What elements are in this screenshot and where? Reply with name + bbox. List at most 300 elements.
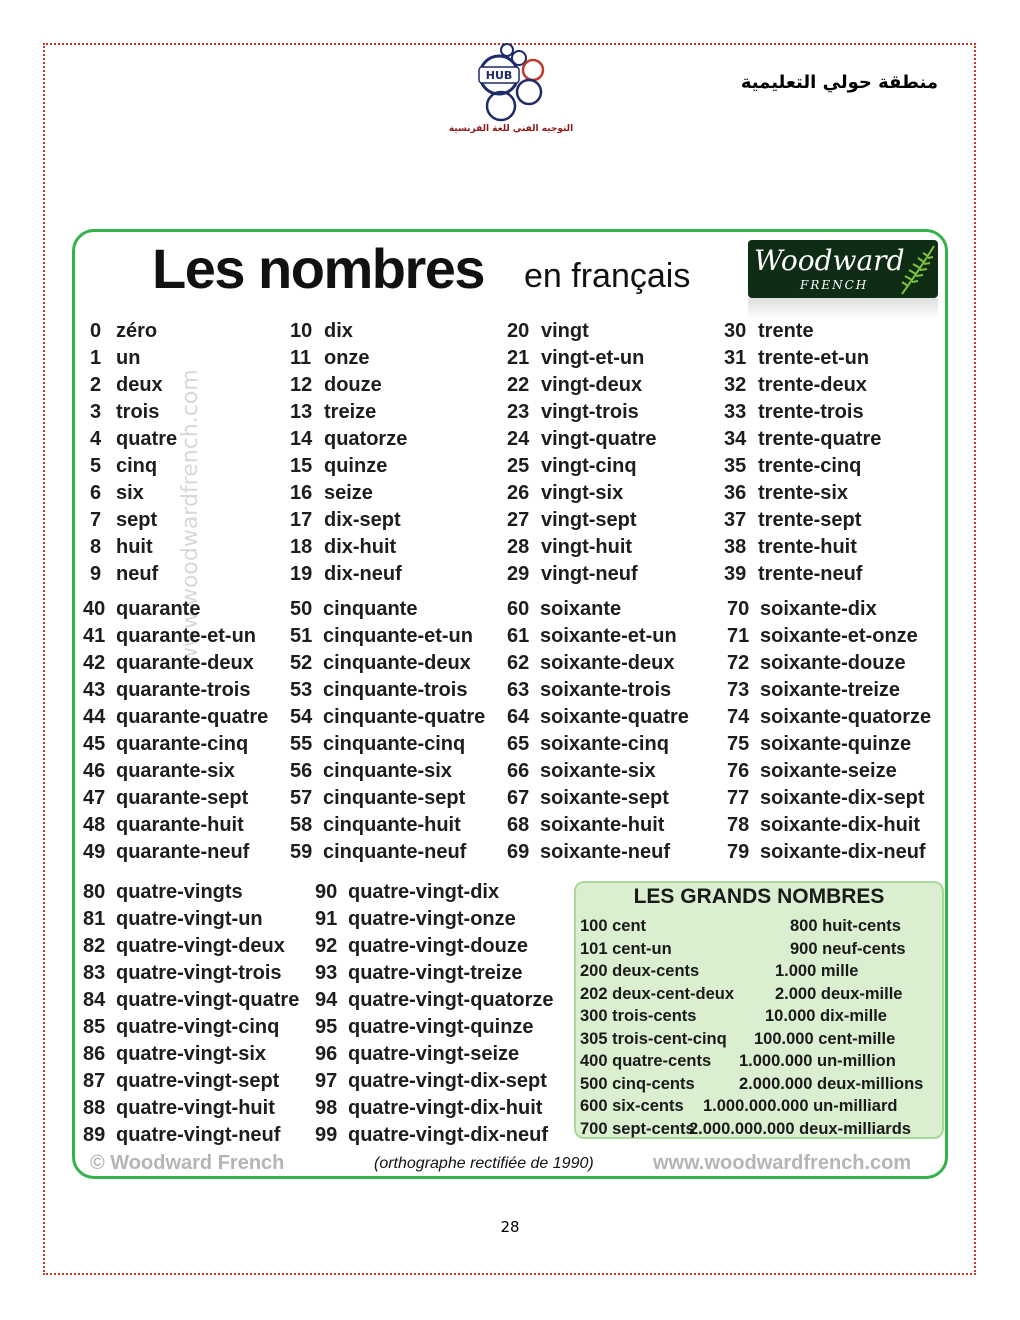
- number-word: quarante-cinq: [116, 733, 249, 755]
- number-row: [90, 320, 177, 347]
- number-digits: 14: [290, 428, 313, 450]
- number-row: [290, 374, 407, 401]
- number-digits: 74: [727, 706, 750, 728]
- number-row: [315, 1016, 554, 1043]
- number-digits: 1: [90, 347, 102, 369]
- number-word: quarante-six: [116, 760, 235, 782]
- number-word: cinquante-cinq: [323, 733, 466, 755]
- column-0-9: [90, 320, 177, 590]
- number-word: quatre-vingt-un: [116, 908, 263, 930]
- number-word: quatre-vingt-treize: [348, 962, 523, 984]
- number-digits: 67: [507, 787, 530, 809]
- number-word: quatorze: [324, 428, 408, 450]
- number-digits: 40: [83, 598, 106, 620]
- number-row: [290, 482, 407, 509]
- big-numbers-title: LES GRANDS NOMBRES: [633, 885, 885, 908]
- page-number: 28: [500, 1218, 520, 1236]
- number-row: [83, 841, 268, 868]
- number-row: [83, 625, 268, 652]
- number-row: [290, 428, 407, 455]
- number-digits: 47: [83, 787, 106, 809]
- number-row: [724, 347, 881, 374]
- number-row: [290, 563, 407, 590]
- number-row: [315, 989, 554, 1016]
- number-row: [724, 563, 881, 590]
- number-word: trente-quatre: [758, 428, 882, 450]
- number-row: [315, 1070, 554, 1097]
- number-digits: 59: [290, 841, 313, 863]
- number-digits: 32: [724, 374, 747, 396]
- number-row: [83, 1070, 299, 1097]
- number-digits: 77: [727, 787, 750, 809]
- number-word: quarante: [116, 598, 201, 620]
- number-word: quarante-trois: [116, 679, 251, 701]
- woodward-brand-logo: [748, 240, 938, 298]
- number-digits: 51: [290, 625, 313, 647]
- number-word: quatre-vingt-douze: [348, 935, 528, 957]
- number-word: cinquante-trois: [323, 679, 468, 701]
- number-digits: 41: [83, 625, 106, 647]
- number-digits: 55: [290, 733, 313, 755]
- number-word: quatre-vingts: [116, 881, 243, 903]
- number-digits: 38: [724, 536, 747, 558]
- number-digits: 58: [290, 814, 313, 836]
- column-80-89: [83, 881, 299, 1151]
- number-row: [290, 679, 485, 706]
- number-digits: 37: [724, 509, 747, 531]
- number-row: [290, 320, 407, 347]
- number-row: [90, 455, 177, 482]
- number-row: [315, 1124, 554, 1151]
- number-word: soixante-dix: [760, 598, 877, 620]
- number-digits: 68: [507, 814, 530, 836]
- number-row: [290, 347, 407, 374]
- number-row: [83, 679, 268, 706]
- number-digits: 13: [290, 401, 313, 423]
- big-number-left-row: 101 cent-un: [580, 939, 672, 958]
- big-number-left-row: 400 quatre-cents: [580, 1052, 712, 1070]
- column-30-39: [724, 320, 881, 590]
- number-row: [83, 760, 268, 787]
- number-digits: 31: [724, 347, 747, 369]
- column-40-49: [83, 598, 268, 868]
- number-word: soixante-douze: [760, 652, 906, 674]
- number-word: vingt-six: [541, 482, 624, 504]
- number-word: cinquante-six: [323, 760, 452, 782]
- number-word: quatre-vingt-onze: [348, 908, 516, 930]
- number-word: vingt-huit: [541, 536, 633, 558]
- number-row: [724, 374, 881, 401]
- number-digits: 26: [507, 482, 530, 504]
- number-row: [290, 652, 485, 679]
- number-row: [83, 962, 299, 989]
- number-word: vingt-neuf: [541, 563, 638, 585]
- number-row: [727, 679, 931, 706]
- big-number-right-row: 1.000 mille: [775, 962, 859, 980]
- number-word: quarante-quatre: [116, 706, 269, 728]
- number-word: quarante-sept: [116, 787, 249, 809]
- number-row: [724, 509, 881, 536]
- number-digits: 35: [724, 455, 747, 477]
- number-digits: 42: [83, 652, 106, 674]
- number-row: [507, 374, 657, 401]
- number-word: soixante-quatre: [540, 706, 689, 728]
- number-row: [727, 706, 931, 733]
- big-number-right-row: 1.000.000 un-million: [739, 1052, 896, 1070]
- number-digits: 36: [724, 482, 747, 504]
- logo-text: HUB: [485, 69, 513, 82]
- number-row: [727, 733, 931, 760]
- number-digits: 63: [507, 679, 530, 701]
- number-word: vingt-quatre: [541, 428, 657, 450]
- number-row: [507, 787, 689, 814]
- big-number-right-row: 100.000 cent-mille: [754, 1029, 896, 1048]
- number-word: soixante-deux: [540, 652, 675, 674]
- big-number-left-row: 200 deux-cents: [580, 962, 700, 980]
- number-digits: 64: [507, 706, 530, 728]
- number-row: [83, 598, 268, 625]
- number-digits: 45: [83, 733, 106, 755]
- card-title: Les nombres: [152, 237, 485, 300]
- number-word: onze: [324, 347, 370, 369]
- number-word: sept: [116, 509, 158, 531]
- number-row: [290, 814, 485, 841]
- number-row: [315, 881, 554, 908]
- number-digits: 17: [290, 509, 313, 531]
- number-digits: 3: [90, 401, 102, 423]
- number-row: [507, 814, 689, 841]
- number-digits: 84: [83, 989, 106, 1011]
- number-digits: 12: [290, 374, 313, 396]
- number-word: soixante-neuf: [540, 841, 671, 863]
- big-number-right-row: 2.000 deux-mille: [775, 984, 903, 1003]
- number-row: [90, 401, 177, 428]
- number-digits: 9: [90, 563, 102, 585]
- number-word: quatre-vingt-seize: [348, 1043, 520, 1065]
- number-row: [90, 347, 177, 374]
- number-word: trente-six: [758, 482, 849, 504]
- number-word: quinze: [324, 455, 388, 477]
- big-number-left-row: 300 trois-cents: [580, 1007, 697, 1025]
- number-word: cinquante-huit: [323, 814, 461, 836]
- number-row: [724, 482, 881, 509]
- number-word: dix-neuf: [324, 563, 402, 585]
- region-title: منطقة حولي التعليمية: [740, 72, 938, 93]
- number-digits: 4: [90, 428, 102, 450]
- big-number-left-row: 500 cinq-cents: [580, 1074, 695, 1093]
- number-digits: 44: [83, 706, 106, 728]
- number-digits: 71: [727, 625, 750, 647]
- number-row: [507, 841, 689, 868]
- number-digits: 53: [290, 679, 313, 701]
- number-digits: 8: [90, 536, 102, 558]
- number-row: [507, 509, 657, 536]
- number-word: soixante-et-un: [540, 625, 677, 647]
- number-row: [507, 455, 657, 482]
- number-word: cinquante-neuf: [323, 841, 467, 863]
- number-row: [83, 652, 268, 679]
- number-word: quarante-deux: [116, 652, 254, 674]
- number-digits: 39: [724, 563, 747, 585]
- number-digits: 92: [315, 935, 338, 957]
- number-row: [90, 482, 177, 509]
- number-digits: 93: [315, 962, 338, 984]
- number-word: quatre-vingt-six: [116, 1043, 267, 1065]
- number-word: quatre-vingt-quinze: [348, 1016, 534, 1038]
- number-row: [507, 428, 657, 455]
- number-digits: 80: [83, 881, 106, 903]
- number-row: [727, 814, 931, 841]
- column-60-69: [507, 598, 689, 868]
- number-digits: 18: [290, 536, 313, 558]
- number-digits: 94: [315, 989, 338, 1011]
- number-digits: 65: [507, 733, 530, 755]
- number-row: [727, 598, 931, 625]
- number-word: quatre-vingt-trois: [116, 962, 282, 984]
- number-digits: 61: [507, 625, 530, 647]
- big-number-left-row: 700 sept-cents: [580, 1119, 695, 1138]
- number-row: [507, 347, 657, 374]
- number-word: quatre-vingt-neuf: [116, 1124, 281, 1146]
- number-digits: 15: [290, 455, 313, 477]
- number-word: cinquante-sept: [323, 787, 466, 809]
- number-row: [315, 1043, 554, 1070]
- number-row: [507, 320, 657, 347]
- number-digits: 54: [290, 706, 313, 728]
- number-digits: 46: [83, 760, 106, 782]
- number-digits: 95: [315, 1016, 338, 1038]
- number-word: douze: [324, 374, 382, 396]
- number-row: [290, 509, 407, 536]
- brand-name: Woodward: [754, 244, 905, 277]
- number-digits: 69: [507, 841, 530, 863]
- number-digits: 79: [727, 841, 750, 863]
- number-row: [290, 733, 485, 760]
- number-word: soixante-trois: [540, 679, 672, 701]
- number-row: [315, 1097, 554, 1124]
- number-word: zéro: [116, 320, 158, 342]
- number-digits: 88: [83, 1097, 106, 1119]
- big-number-right-row: 2.000.000 deux-millions: [739, 1074, 924, 1093]
- number-word: trente-et-un: [758, 347, 870, 369]
- number-row: [83, 881, 299, 908]
- number-row: [83, 1097, 299, 1124]
- number-row: [83, 787, 268, 814]
- number-row: [727, 787, 931, 814]
- number-row: [290, 401, 407, 428]
- card-subtitle: en français: [524, 257, 691, 295]
- number-word: quarante-et-un: [116, 625, 256, 647]
- number-row: [290, 598, 485, 625]
- brand-reflection: [748, 298, 938, 320]
- column-50-59: [290, 598, 485, 868]
- number-row: [290, 455, 407, 482]
- number-digits: 7: [90, 509, 102, 531]
- number-word: cinquante-quatre: [323, 706, 486, 728]
- number-word: cinquante-et-un: [323, 625, 473, 647]
- number-row: [507, 598, 689, 625]
- number-row: [290, 760, 485, 787]
- number-word: quatre: [116, 428, 178, 450]
- number-word: quatre-vingt-deux: [116, 935, 285, 957]
- number-row: [90, 374, 177, 401]
- number-digits: 83: [83, 962, 106, 984]
- number-digits: 62: [507, 652, 530, 674]
- number-word: soixante-quatorze: [760, 706, 932, 728]
- number-row: [724, 428, 881, 455]
- number-row: [507, 625, 689, 652]
- number-row: [290, 787, 485, 814]
- number-word: treize: [324, 401, 377, 423]
- number-word: trente-sept: [758, 509, 862, 531]
- number-digits: 21: [507, 347, 530, 369]
- big-number-right-row: 1.000.000.000 un-milliard: [703, 1097, 898, 1115]
- number-word: dix-huit: [324, 536, 397, 558]
- big-number-right-row: 2.000.000.000 deux-milliards: [689, 1119, 911, 1138]
- number-row: [727, 760, 931, 787]
- number-digits: 56: [290, 760, 313, 782]
- number-word: quatre-vingt-dix-neuf: [348, 1124, 548, 1146]
- number-word: trente: [758, 320, 814, 342]
- number-row: [727, 625, 931, 652]
- number-digits: 97: [315, 1070, 338, 1092]
- number-word: quatre-vingt-huit: [116, 1097, 275, 1119]
- number-row: [507, 733, 689, 760]
- number-row: [83, 814, 268, 841]
- column-90-99: [315, 881, 554, 1151]
- number-word: six: [116, 482, 144, 504]
- number-word: dix: [324, 320, 353, 342]
- number-word: quatre-vingt-sept: [116, 1070, 280, 1092]
- number-digits: 89: [83, 1124, 106, 1146]
- number-digits: 23: [507, 401, 530, 423]
- number-row: [83, 935, 299, 962]
- number-row: [507, 652, 689, 679]
- number-row: [507, 401, 657, 428]
- number-digits: 11: [290, 347, 312, 369]
- column-10-19: [290, 320, 407, 590]
- number-row: [90, 563, 177, 590]
- number-row: [507, 482, 657, 509]
- number-word: vingt-cinq: [541, 455, 637, 477]
- number-digits: 78: [727, 814, 750, 836]
- big-number-left-row: 600 six-cents: [580, 1097, 684, 1115]
- number-word: vingt-deux: [541, 374, 643, 396]
- number-word: trente-huit: [758, 536, 857, 558]
- number-row: [83, 908, 299, 935]
- number-digits: 75: [727, 733, 750, 755]
- big-number-left-row: 202 deux-cent-deux: [580, 984, 735, 1003]
- number-word: soixante-huit: [540, 814, 665, 836]
- number-digits: 73: [727, 679, 750, 701]
- number-digits: 99: [315, 1124, 338, 1146]
- big-number-right-row: 10.000 dix-mille: [765, 1007, 887, 1025]
- number-digits: 76: [727, 760, 750, 782]
- number-digits: 48: [83, 814, 106, 836]
- number-digits: 91: [315, 908, 338, 930]
- number-word: cinq: [116, 455, 158, 477]
- number-digits: 60: [507, 598, 530, 620]
- number-row: [724, 536, 881, 563]
- number-word: soixante-dix-neuf: [760, 841, 926, 863]
- number-digits: 96: [315, 1043, 338, 1065]
- number-row: [507, 536, 657, 563]
- number-digits: 20: [507, 320, 530, 342]
- big-number-right-row: 900 neuf-cents: [790, 939, 906, 958]
- number-digits: 0: [90, 320, 102, 342]
- number-word: quarante-neuf: [116, 841, 250, 863]
- number-digits: 33: [724, 401, 747, 423]
- number-word: quatre-vingt-quatre: [116, 989, 300, 1011]
- number-word: deux: [116, 374, 163, 396]
- number-word: un: [116, 347, 141, 369]
- number-row: [727, 652, 931, 679]
- number-row: [90, 536, 177, 563]
- number-word: soixante-quinze: [760, 733, 912, 755]
- number-row: [724, 401, 881, 428]
- number-word: trente-trois: [758, 401, 864, 423]
- number-row: [507, 679, 689, 706]
- copyright: © Woodward French: [90, 1152, 285, 1174]
- number-row: [90, 428, 177, 455]
- number-word: quatre-vingt-cinq: [116, 1016, 280, 1038]
- number-row: [315, 908, 554, 935]
- number-word: soixante-seize: [760, 760, 897, 782]
- number-digits: 34: [724, 428, 747, 450]
- number-row: [727, 841, 931, 868]
- number-digits: 16: [290, 482, 313, 504]
- number-digits: 2: [90, 374, 102, 396]
- number-word: trente-cinq: [758, 455, 862, 477]
- number-row: [83, 706, 268, 733]
- number-word: neuf: [116, 563, 159, 585]
- number-row: [290, 625, 485, 652]
- number-word: dix-sept: [324, 509, 401, 531]
- number-digits: 10: [290, 320, 313, 342]
- number-digits: 29: [507, 563, 530, 585]
- number-row: [315, 935, 554, 962]
- number-digits: 30: [724, 320, 747, 342]
- number-word: trois: [116, 401, 160, 423]
- big-number-right-row: 800 huit-cents: [790, 917, 901, 935]
- number-digits: 50: [290, 598, 313, 620]
- number-word: seize: [324, 482, 373, 504]
- number-word: soixante-cinq: [540, 733, 669, 755]
- number-row: [90, 509, 177, 536]
- number-word: huit: [116, 536, 153, 558]
- number-digits: 24: [507, 428, 530, 450]
- number-row: [507, 563, 657, 590]
- fern-icon: [898, 242, 938, 296]
- number-word: vingt: [541, 320, 589, 342]
- number-digits: 19: [290, 563, 313, 585]
- number-row: [315, 962, 554, 989]
- number-word: trente-deux: [758, 374, 867, 396]
- number-word: vingt-et-un: [541, 347, 645, 369]
- number-word: quatre-vingt-dix: [348, 881, 500, 903]
- number-word: cinquante: [323, 598, 418, 620]
- big-number-left-row: 100 cent: [580, 917, 647, 935]
- number-digits: 5: [90, 455, 102, 477]
- number-digits: 57: [290, 787, 313, 809]
- number-digits: 87: [83, 1070, 106, 1092]
- number-row: [507, 706, 689, 733]
- number-row: [507, 760, 689, 787]
- number-digits: 70: [727, 598, 750, 620]
- number-word: quatre-vingt-quatorze: [348, 989, 554, 1011]
- brand-subtitle: FRENCH: [800, 278, 869, 292]
- number-word: vingt-sept: [541, 509, 637, 531]
